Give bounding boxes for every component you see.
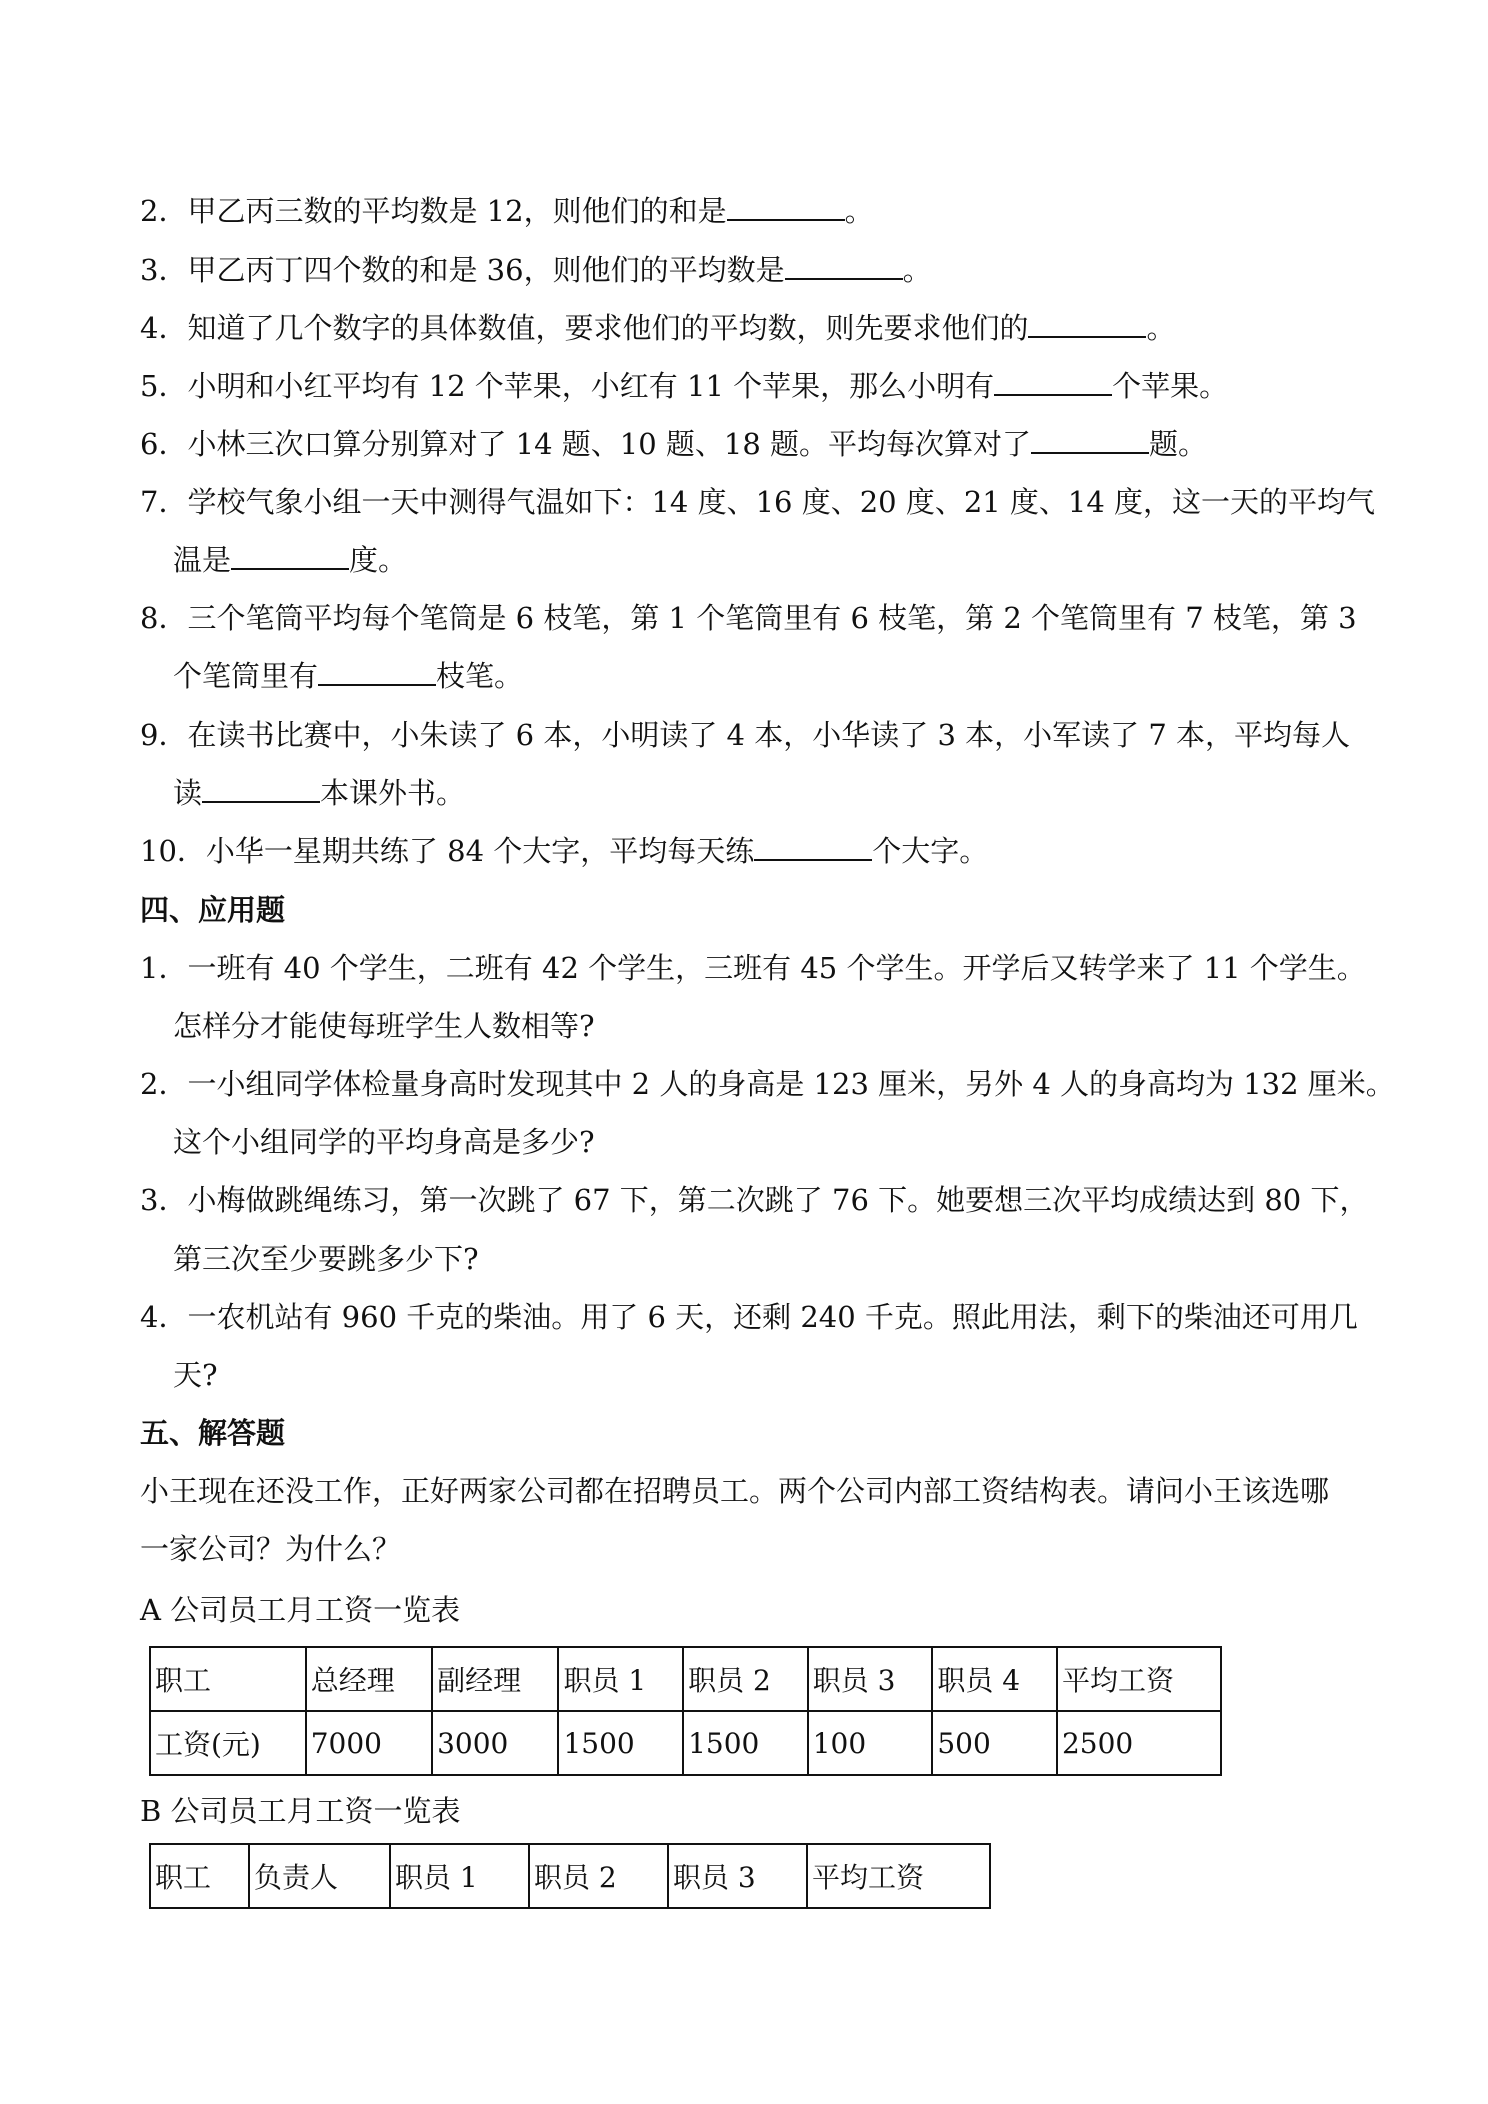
table-a-caption: A 公司员工月工资一览表	[140, 1593, 461, 1627]
answer-blank[interactable]	[1031, 430, 1149, 454]
table-cell: 1500	[558, 1711, 683, 1775]
table-cell: 100	[808, 1711, 933, 1775]
app-question-1-line1: 1．一班有 40 个学生，二班有 42 个学生，三班有 45 个学生。开学后又转学来了 11 个学生。	[140, 951, 1366, 985]
app-question-2-line1: 2．一小组同学体检量身高时发现其中 2 人的身高是 123 厘米，另外 4 人的身高均为 132 厘米。	[140, 1067, 1395, 1101]
table-b	[149, 1843, 991, 1909]
section-5-title: 五、解答题	[140, 1416, 286, 1450]
answer-blank[interactable]	[202, 779, 320, 803]
answer-blank[interactable]	[231, 546, 349, 570]
answer-blank[interactable]	[1028, 314, 1146, 338]
table-cell: 职员 3	[808, 1647, 933, 1711]
question-10: 10．小华一星期共练了 84 个大字，平均每天练 个大字。	[140, 834, 989, 868]
table-cell: 职员 4	[932, 1647, 1057, 1711]
table-cell: 总经理	[306, 1647, 432, 1711]
app-question-3-line1: 3．小梅做跳绳练习，第一次跳了 67 下，第二次跳了 76 下。她要想三次平均成绩达到 80 下，	[140, 1183, 1369, 1217]
app-question-3-line2: 第三次至少要跳多少下?	[173, 1242, 479, 1276]
table-cell: 1500	[683, 1711, 808, 1775]
answer-blank[interactable]	[785, 256, 903, 280]
app-question-4-line1: 4．一农机站有 960 千克的柴油。用了 6 天，还剩 240 千克。照此用法，剩下的柴油还可用几	[140, 1300, 1358, 1334]
table-cell: 职工	[150, 1844, 249, 1908]
question-9-line1: 9．在读书比赛中，小朱读了 6 本，小明读了 4 本，小华读了 3 本，小军读了 7 本，平均每人	[140, 718, 1351, 752]
table-cell: 职员 2	[529, 1844, 668, 1908]
question-5: 5．小明和小红平均有 12 个苹果，小红有 11 个苹果，那么小明有 个苹果。	[140, 369, 1229, 403]
table-row	[150, 1711, 1221, 1775]
question-7-line1: 7．学校气象小组一天中测得气温如下：14 度、16 度、20 度、21 度、14 度，这一天的平均气	[140, 485, 1376, 519]
table-cell: 平均工资	[1057, 1647, 1221, 1711]
table-b-caption: B 公司员工月工资一览表	[140, 1794, 461, 1828]
section-4-title: 四、应用题	[140, 893, 286, 927]
table-cell: 2500	[1057, 1711, 1221, 1775]
section-5-text-line1: 小王现在还没工作，正好两家公司都在招聘员工。两个公司内部工资结构表。请问小王该选哪	[140, 1474, 1330, 1508]
answer-blank[interactable]	[754, 837, 872, 861]
question-7-line2: 温是 度。	[173, 543, 408, 577]
app-question-2-line2: 这个小组同学的平均身高是多少?	[173, 1125, 595, 1159]
answer-blank[interactable]	[727, 197, 845, 221]
question-3: 3．甲乙丙丁四个数的和是 36，则他们的平均数是 。	[140, 253, 932, 287]
question-8-line1: 8．三个笔筒平均每个笔筒是 6 枝笔，第 1 个笔筒里有 6 枝笔，第 2 个笔筒里有 7 枝笔，第 3	[140, 601, 1357, 635]
table-cell: 职工	[150, 1647, 306, 1711]
question-6: 6．小林三次口算分别算对了 14 题、10 题、18 题。平均每次算对了 题。	[140, 427, 1208, 461]
table-cell: 3000	[432, 1711, 558, 1775]
answer-blank[interactable]	[994, 372, 1112, 396]
app-question-4-line2: 天?	[173, 1358, 218, 1392]
table-row	[150, 1844, 990, 1908]
table-cell: 副经理	[432, 1647, 558, 1711]
table-cell: 500	[932, 1711, 1057, 1775]
table-cell: 负责人	[249, 1844, 390, 1908]
table-cell: 职员 3	[668, 1844, 807, 1908]
question-4: 4．知道了几个数字的具体数值，要求他们的平均数，则先要求他们的 。	[140, 311, 1176, 345]
app-question-1-line2: 怎样分才能使每班学生人数相等?	[173, 1009, 595, 1043]
section-5-text-line2: 一家公司？为什么？	[140, 1532, 402, 1566]
table-cell: 工资(元)	[150, 1711, 306, 1775]
table-cell: 职员 1	[558, 1647, 683, 1711]
table-a	[149, 1646, 1222, 1776]
table-cell: 7000	[306, 1711, 432, 1775]
question-2: 2．甲乙丙三数的平均数是 12，则他们的和是 。	[140, 194, 874, 228]
table-cell: 职员 1	[390, 1844, 529, 1908]
answer-blank[interactable]	[318, 662, 436, 686]
table-cell: 职员 2	[683, 1647, 808, 1711]
question-9-line2: 读 本课外书。	[173, 776, 466, 810]
table-cell: 平均工资	[807, 1844, 990, 1908]
table-row	[150, 1647, 1221, 1711]
question-8-line2: 个笔筒里有 枝笔。	[173, 659, 524, 693]
